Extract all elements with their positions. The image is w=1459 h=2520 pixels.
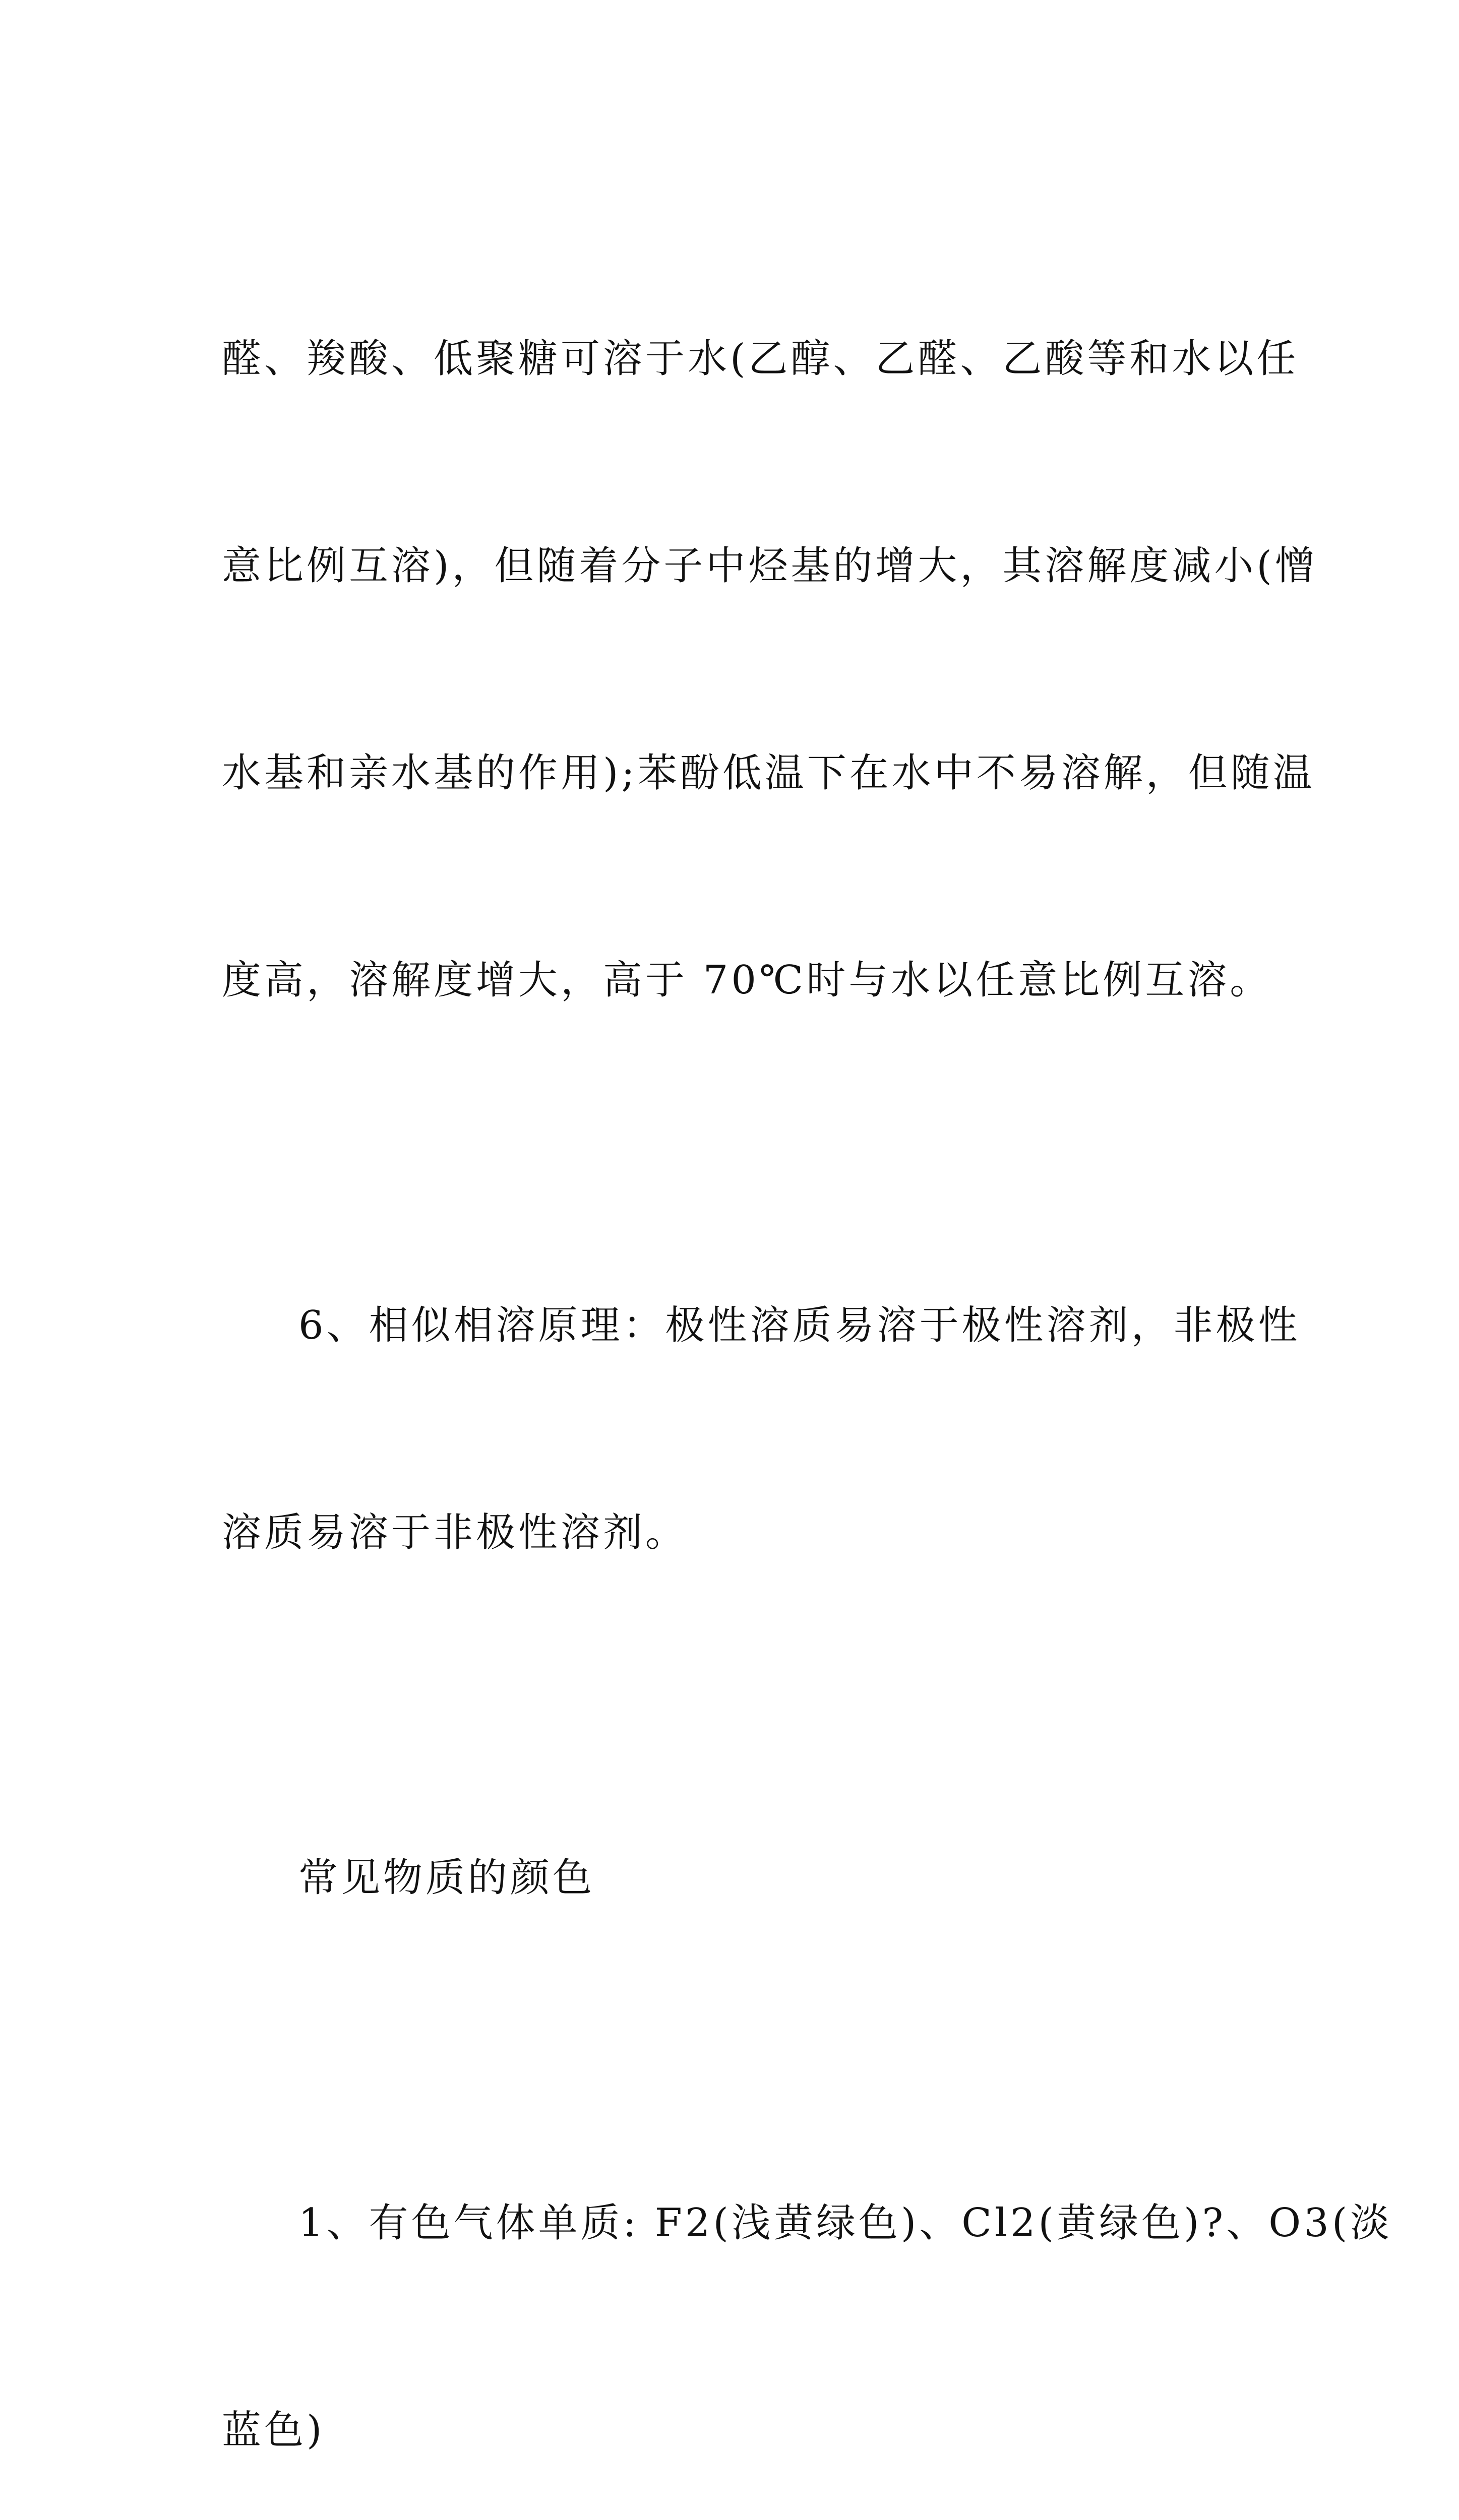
text-line: 1、有色气体单质: F2(浅黄绿色)、Cl2(黄绿色)?、O3(淡 — [298, 2200, 1393, 2246]
text-line: 意比例互溶)，但随着分子中烃基的增大，其溶解度减小(憎 — [222, 543, 1317, 589]
text-line: 6、相似相溶原理：极性溶质易溶于极性溶剂，非极性 — [298, 1303, 1301, 1348]
section-heading: 常见物质的颜色 — [298, 1855, 595, 1901]
text-line: 水基和亲水基的作用);苯酚低温下在水中不易溶解，但随温 — [222, 750, 1315, 796]
text-line: 度高，溶解度增大，高于 70℃时与水以任意比例互溶。 — [222, 958, 1272, 1003]
paragraph-like-dissolves-like — [222, 1153, 1301, 1706]
text-line: 蓝色) — [222, 2408, 325, 2453]
list-item-1 — [222, 2051, 1393, 2520]
paragraph-solubility-continued — [222, 186, 1317, 1153]
text-line: 溶质易溶于非极性溶剂。 — [222, 1510, 688, 1555]
document-body — [222, 186, 1393, 2520]
text-line: 醛、羧酸、低聚糖可溶于水(乙醇、乙醛、乙酸等和水以任 — [222, 336, 1299, 382]
section-heading-colors — [222, 1706, 1260, 2051]
